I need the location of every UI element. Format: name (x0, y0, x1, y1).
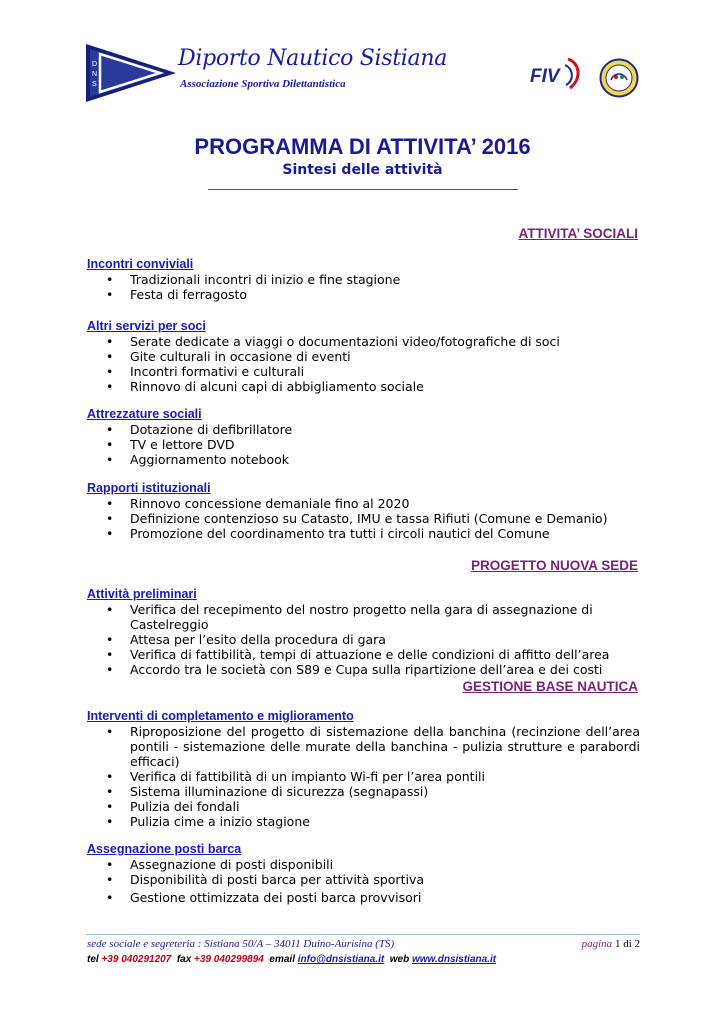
tel-number: +39 040291207 (101, 954, 172, 965)
list-item: • Rinnovo di alcuni capi di abbigliamento sociale (105, 379, 640, 394)
logo-letter-n: N (92, 71, 98, 78)
list-item: • Verifica di fattibilità di un impianto Wi-fi per l’area pontili (105, 769, 640, 784)
web-link[interactable]: www.dnsistiana.it (411, 954, 497, 965)
bullet-list (105, 857, 640, 905)
list-item: • Riproposizione del progetto di sistemazione della banchina (recinzione dell’area pontili - sistemazione delle murate della banchina - pulizia strutture e parabordi efficaci) (105, 724, 640, 769)
bullet-list (105, 272, 640, 302)
list-item: • Pulizia cime a inizio stagione (105, 814, 640, 829)
title-divider (208, 189, 518, 190)
list-item: • Gestione ottimizzata dei posti barca provvisori (105, 890, 640, 905)
list-item: • Serate dedicate a viaggi o documentazioni video/fotografiche di soci (105, 334, 640, 349)
list-item: • Assegnazione di posti disponibili (105, 857, 640, 872)
group-heading-attivita-preliminari: Attività preliminari (87, 587, 197, 601)
fiv-logo-text: FIV (530, 66, 560, 87)
logo-letter-d: D (92, 61, 98, 68)
logo-letter-s: S (92, 81, 97, 88)
list-item: • TV e lettore DVD (105, 437, 640, 452)
list-item: • Definizione contenzioso su Catasto, IMU e tassa Rifiuti (Comune e Demanio) (105, 511, 640, 526)
page-label: pagina (581, 938, 613, 950)
list-item: • Dotazione di defibrillatore (105, 422, 640, 437)
list-item: • Verifica del recepimento del nostro progetto nella gara di assegnazione di Castelreggio (105, 602, 640, 632)
list-item: • Tradizionali incontri di inizio e fine stagione (105, 272, 640, 287)
web-label: web (389, 954, 410, 965)
list-item: • Verifica di fattibilità, tempi di attuazione e delle condizioni di affitto dell’area (105, 647, 640, 662)
footer-divider (86, 934, 640, 935)
group-heading-altri-servizi: Altri servizi per soci (87, 319, 206, 333)
club-name: Diporto Nautico Sistiana (178, 46, 448, 71)
list-item: • Festa di ferragosto (105, 287, 640, 302)
section-heading-attivita-sociali: ATTIVITA’ SOCIALI (518, 226, 638, 241)
bullet-list (105, 496, 640, 541)
list-item: • Attesa per l’esito della procedura di gara (105, 632, 640, 647)
group-heading-incontri-conviviali: Incontri conviviali (87, 257, 194, 271)
email-link[interactable]: info@dnsistiana.it (297, 954, 385, 965)
page-number: 1 (614, 938, 621, 950)
fax-label: fax (176, 954, 192, 965)
email-label: email (269, 954, 295, 965)
group-heading-interventi: Interventi di completamento e miglioramento (87, 709, 354, 723)
fax-number: +39 040299894 (194, 954, 264, 965)
bullet-list (105, 422, 640, 467)
footer-address-line (87, 938, 640, 950)
page-title: PROGRAMMA DI ATTIVITA’ 2016 (194, 134, 531, 159)
page-of: di 2 (623, 938, 640, 950)
list-item: • Sistema illuminazione di sicurezza (segnapassi) (105, 784, 640, 799)
list-item: • Aggiornamento notebook (105, 452, 640, 467)
section-heading-progetto-nuova-sede: PROGETTO NUOVA SEDE (470, 558, 638, 573)
list-item: • Incontri formativi e culturali (105, 364, 640, 379)
section-heading-gestione-base-nautica: GESTIONE BASE NAUTICA (462, 679, 638, 694)
group-heading-attrezzature-sociali: Attrezzature sociali (87, 407, 202, 421)
bullet-list (105, 334, 640, 394)
list-item: • Rinnovo concessione demaniale fino al 2020 (105, 496, 640, 511)
group-heading-rapporti-istituzionali: Rapporti istituzionali (87, 481, 211, 495)
federation-emblem (599, 58, 639, 98)
footer-contact-line (87, 954, 496, 965)
fiv-logo (530, 55, 586, 91)
club-subtitle: Associazione Sportiva Dilettantistica (180, 78, 346, 90)
list-item: • Pulizia dei fondali (105, 799, 640, 814)
list-item: • Promozione del coordinamento tra tutti i circoli nautici del Comune (105, 526, 640, 541)
list-item: • Disponibilità di posti barca per attività sportiva (105, 872, 640, 887)
list-item: • Gite culturali in occasione di eventi (105, 349, 640, 364)
list-item: • Accordo tra le società con S89 e Cupa sulla ripartizione dell’area e dei costi (105, 662, 640, 677)
group-heading-assegnazione-posti: Assegnazione posti barca (87, 842, 242, 856)
tel-label: tel (87, 954, 99, 965)
footer-address: Sistiana 50/A – 34011 Duino-Aurisina (TS) (204, 938, 395, 950)
dns-club-logo (86, 44, 176, 102)
page-indicator (582, 938, 640, 950)
bullet-list (105, 602, 640, 677)
page-subtitle: Sintesi delle attività (282, 162, 443, 178)
footer-address-label: sede sociale e segreteria : (87, 938, 202, 950)
bullet-list (105, 724, 640, 829)
